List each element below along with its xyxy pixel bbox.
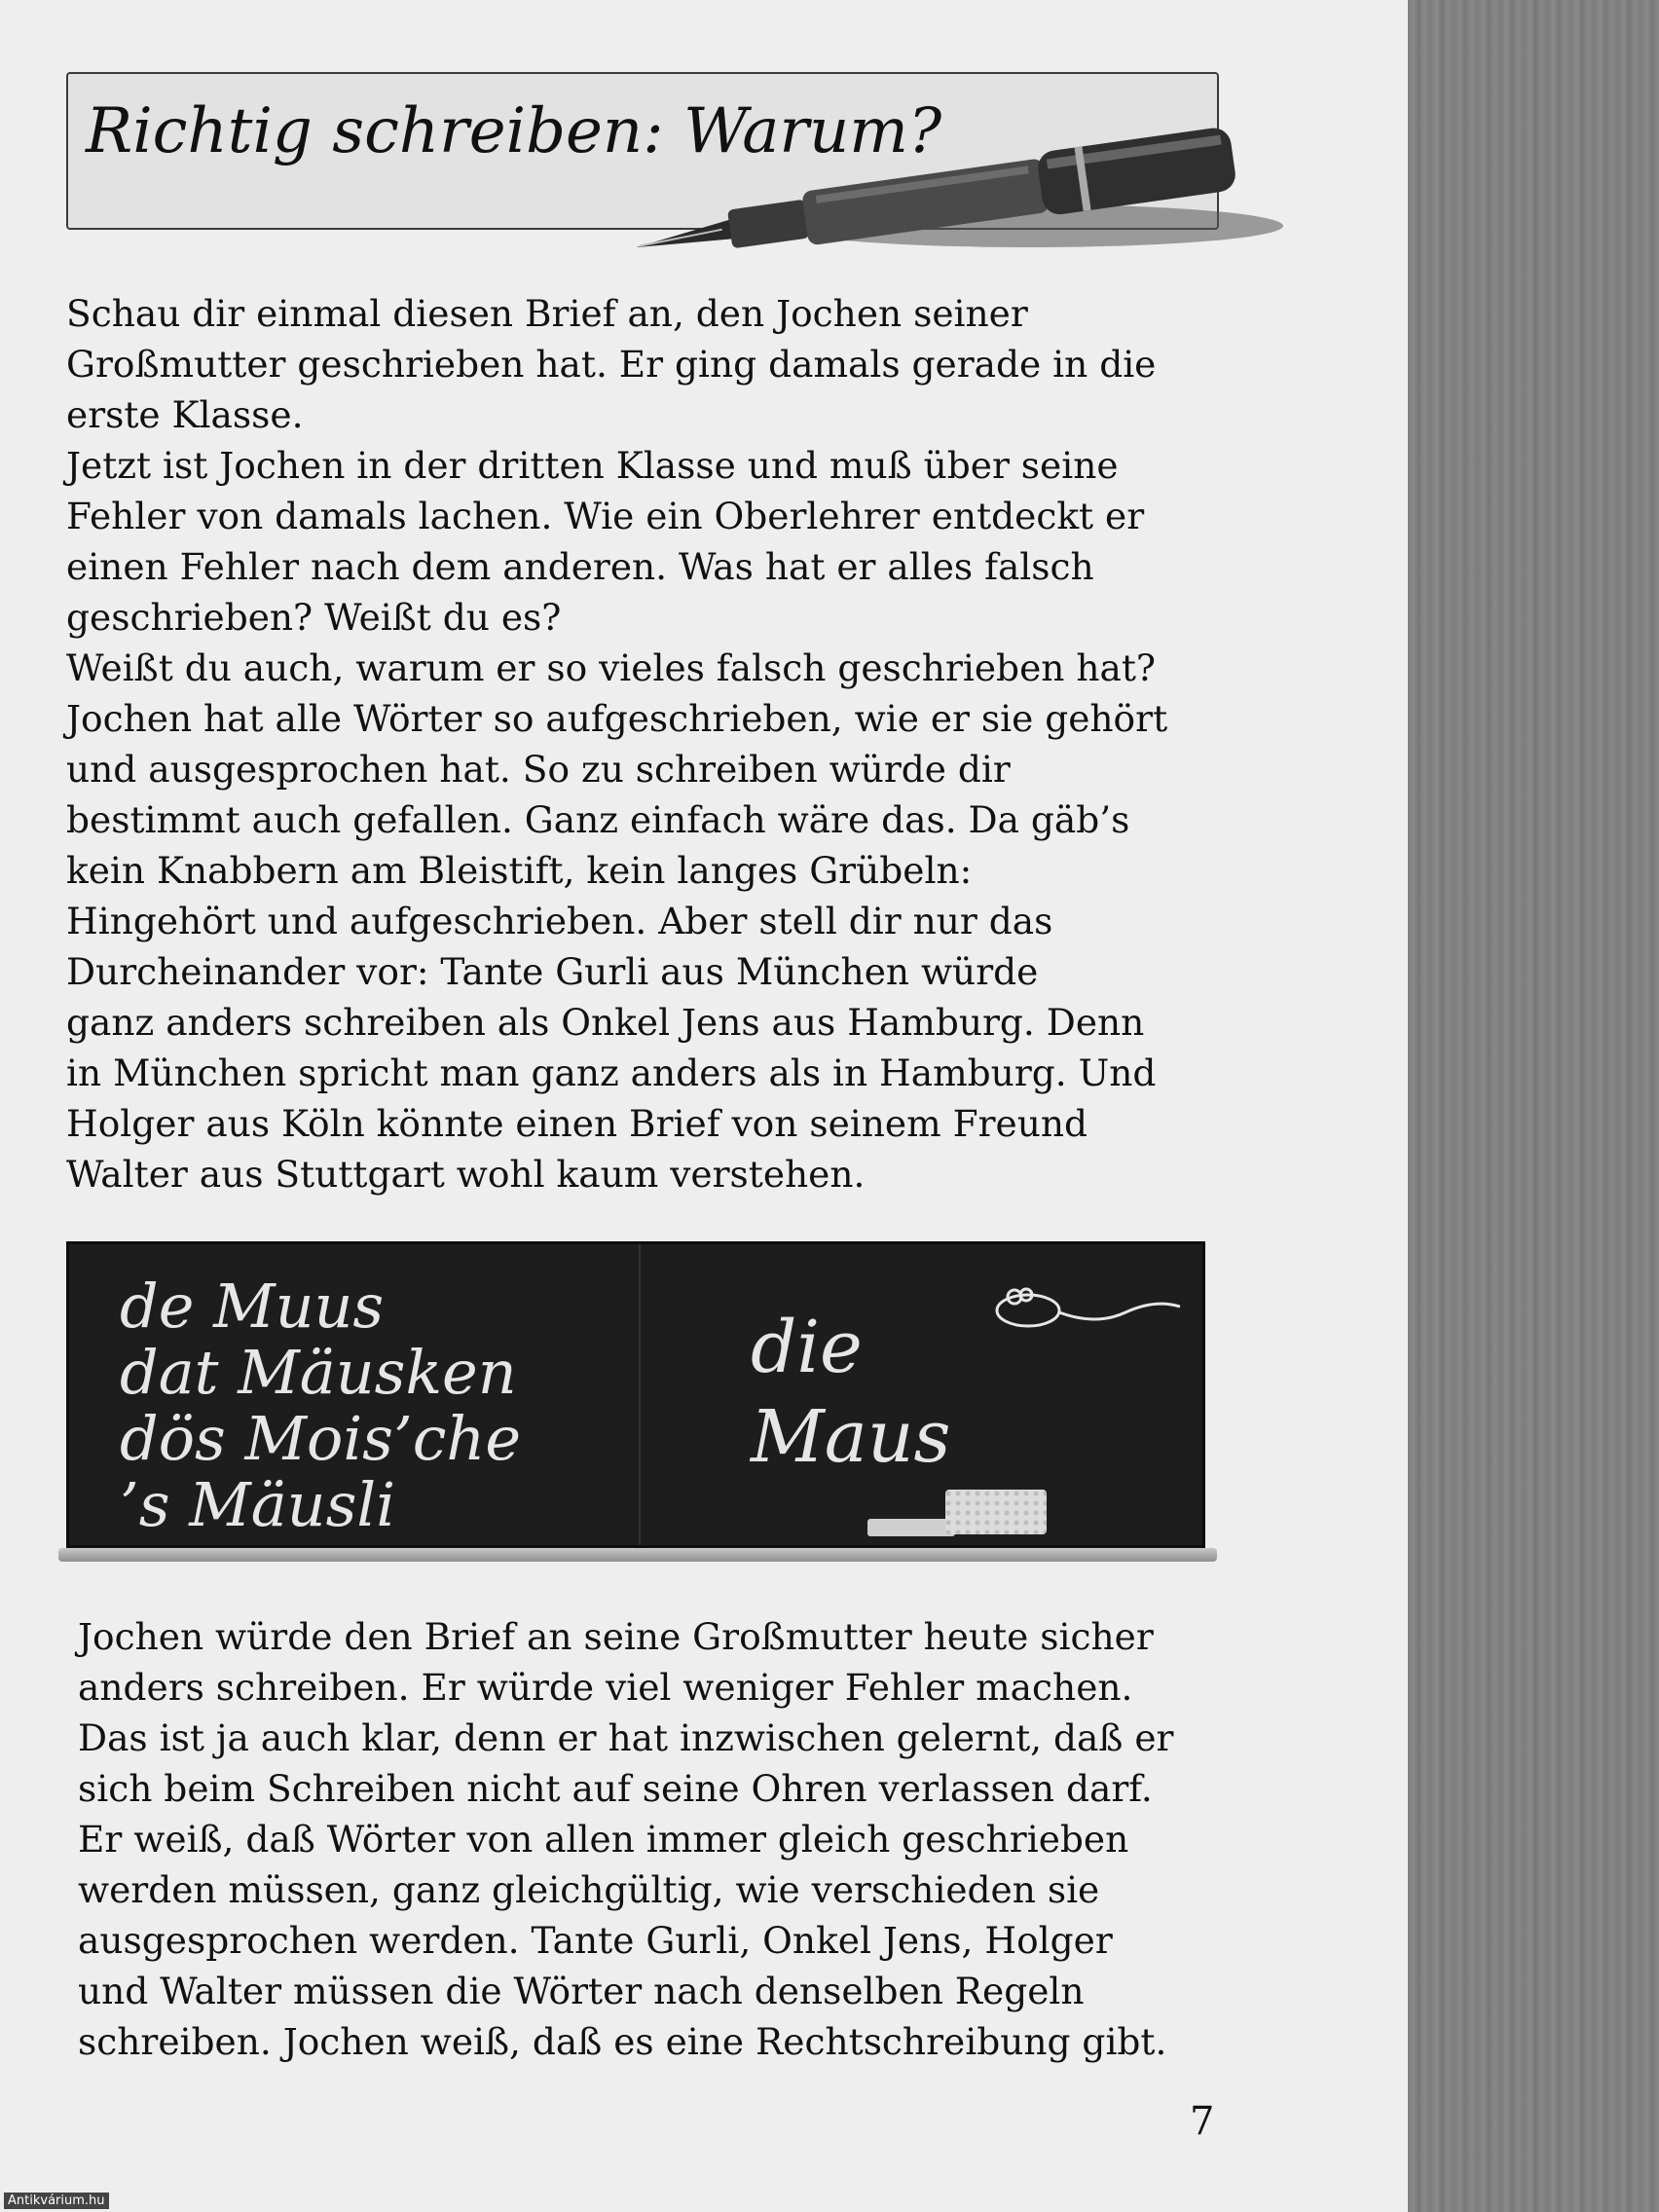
chapter-title: Richtig schreiben: Warum? [86, 95, 942, 167]
fountain-pen-illustration [621, 119, 1303, 255]
chalkboard-ledge [58, 1548, 1217, 1562]
background-surface [1408, 0, 1659, 2212]
board-sponge [945, 1490, 1047, 1534]
closing-paragraph: Jochen würde den Brief an seine Großmutter heute sicher anders schreiben. Er würde viel weniger Fehler machen. Das ist ja auch klar, denn er hat inzwischen gelernt, daß er sich beim Schreiben nicht auf seine Ohren verlassen darf. Er weiß, daß Wörter von allen immer gleich geschrieben werden müssen, ganz gleichgültig, wie verschieden sie ausgesprochen werden. Tante Gurli, Onkel Jens, Holger und Walter müssen die Wörter nach denselben Regeln schreiben. Jochen weiß, daß es eine Rechtschreibung gibt. [78, 1615, 1174, 2063]
mouse-drawing-icon [989, 1283, 1184, 1332]
chapter-header [66, 60, 1293, 255]
dialect-words: de Muus dat Mäusken dös Mois’che ’s Mäusli [120, 1271, 522, 1540]
intro-paragraph: Schau dir einmal diesen Brief an, den Jochen seiner Großmutter geschrieben hat. Er ging damals gerade in die erste Klasse. Jetzt ist Jochen in der dritten Klasse und muß über seine Fehler von damals lachen. Wie ein Oberlehrer entdeckt er einen Fehler nach dem anderen. Was hat er alles falsch geschrieben? Weißt du es? Weißt du auch, warum er so vieles falsch geschrieben hat? Jochen hat alle Wörter so aufgeschrieben, wie er sie gehört und ausgesprochen hat. So zu schreiben würde dir bestimmt auch gefallen. Ganz einfach wäre das. Da gäb’s kein Knabbern am Bleistift, kein langes Grübeln: Hingehört und aufgeschrieben. Aber stell dir nur das Durcheinander vor: Tante Gurli aus München würde ganz anders schreiben als Onkel Jens aus Hamburg. Denn in München spricht man ganz anders als in Hamburg. Und Holger aus Köln könnte einen Brief von seinem Freund Walter aus Stuttgart wohl kaum verstehen. [66, 292, 1168, 1196]
chalkboard-divider [639, 1244, 641, 1545]
chalk-piece [867, 1519, 955, 1536]
page-number: 7 [1190, 2099, 1215, 2144]
chalkboard-illustration [66, 1241, 1205, 1548]
watermark: Antikvárium.hu [4, 2193, 109, 2209]
standard-word: die Maus [751, 1306, 951, 1479]
